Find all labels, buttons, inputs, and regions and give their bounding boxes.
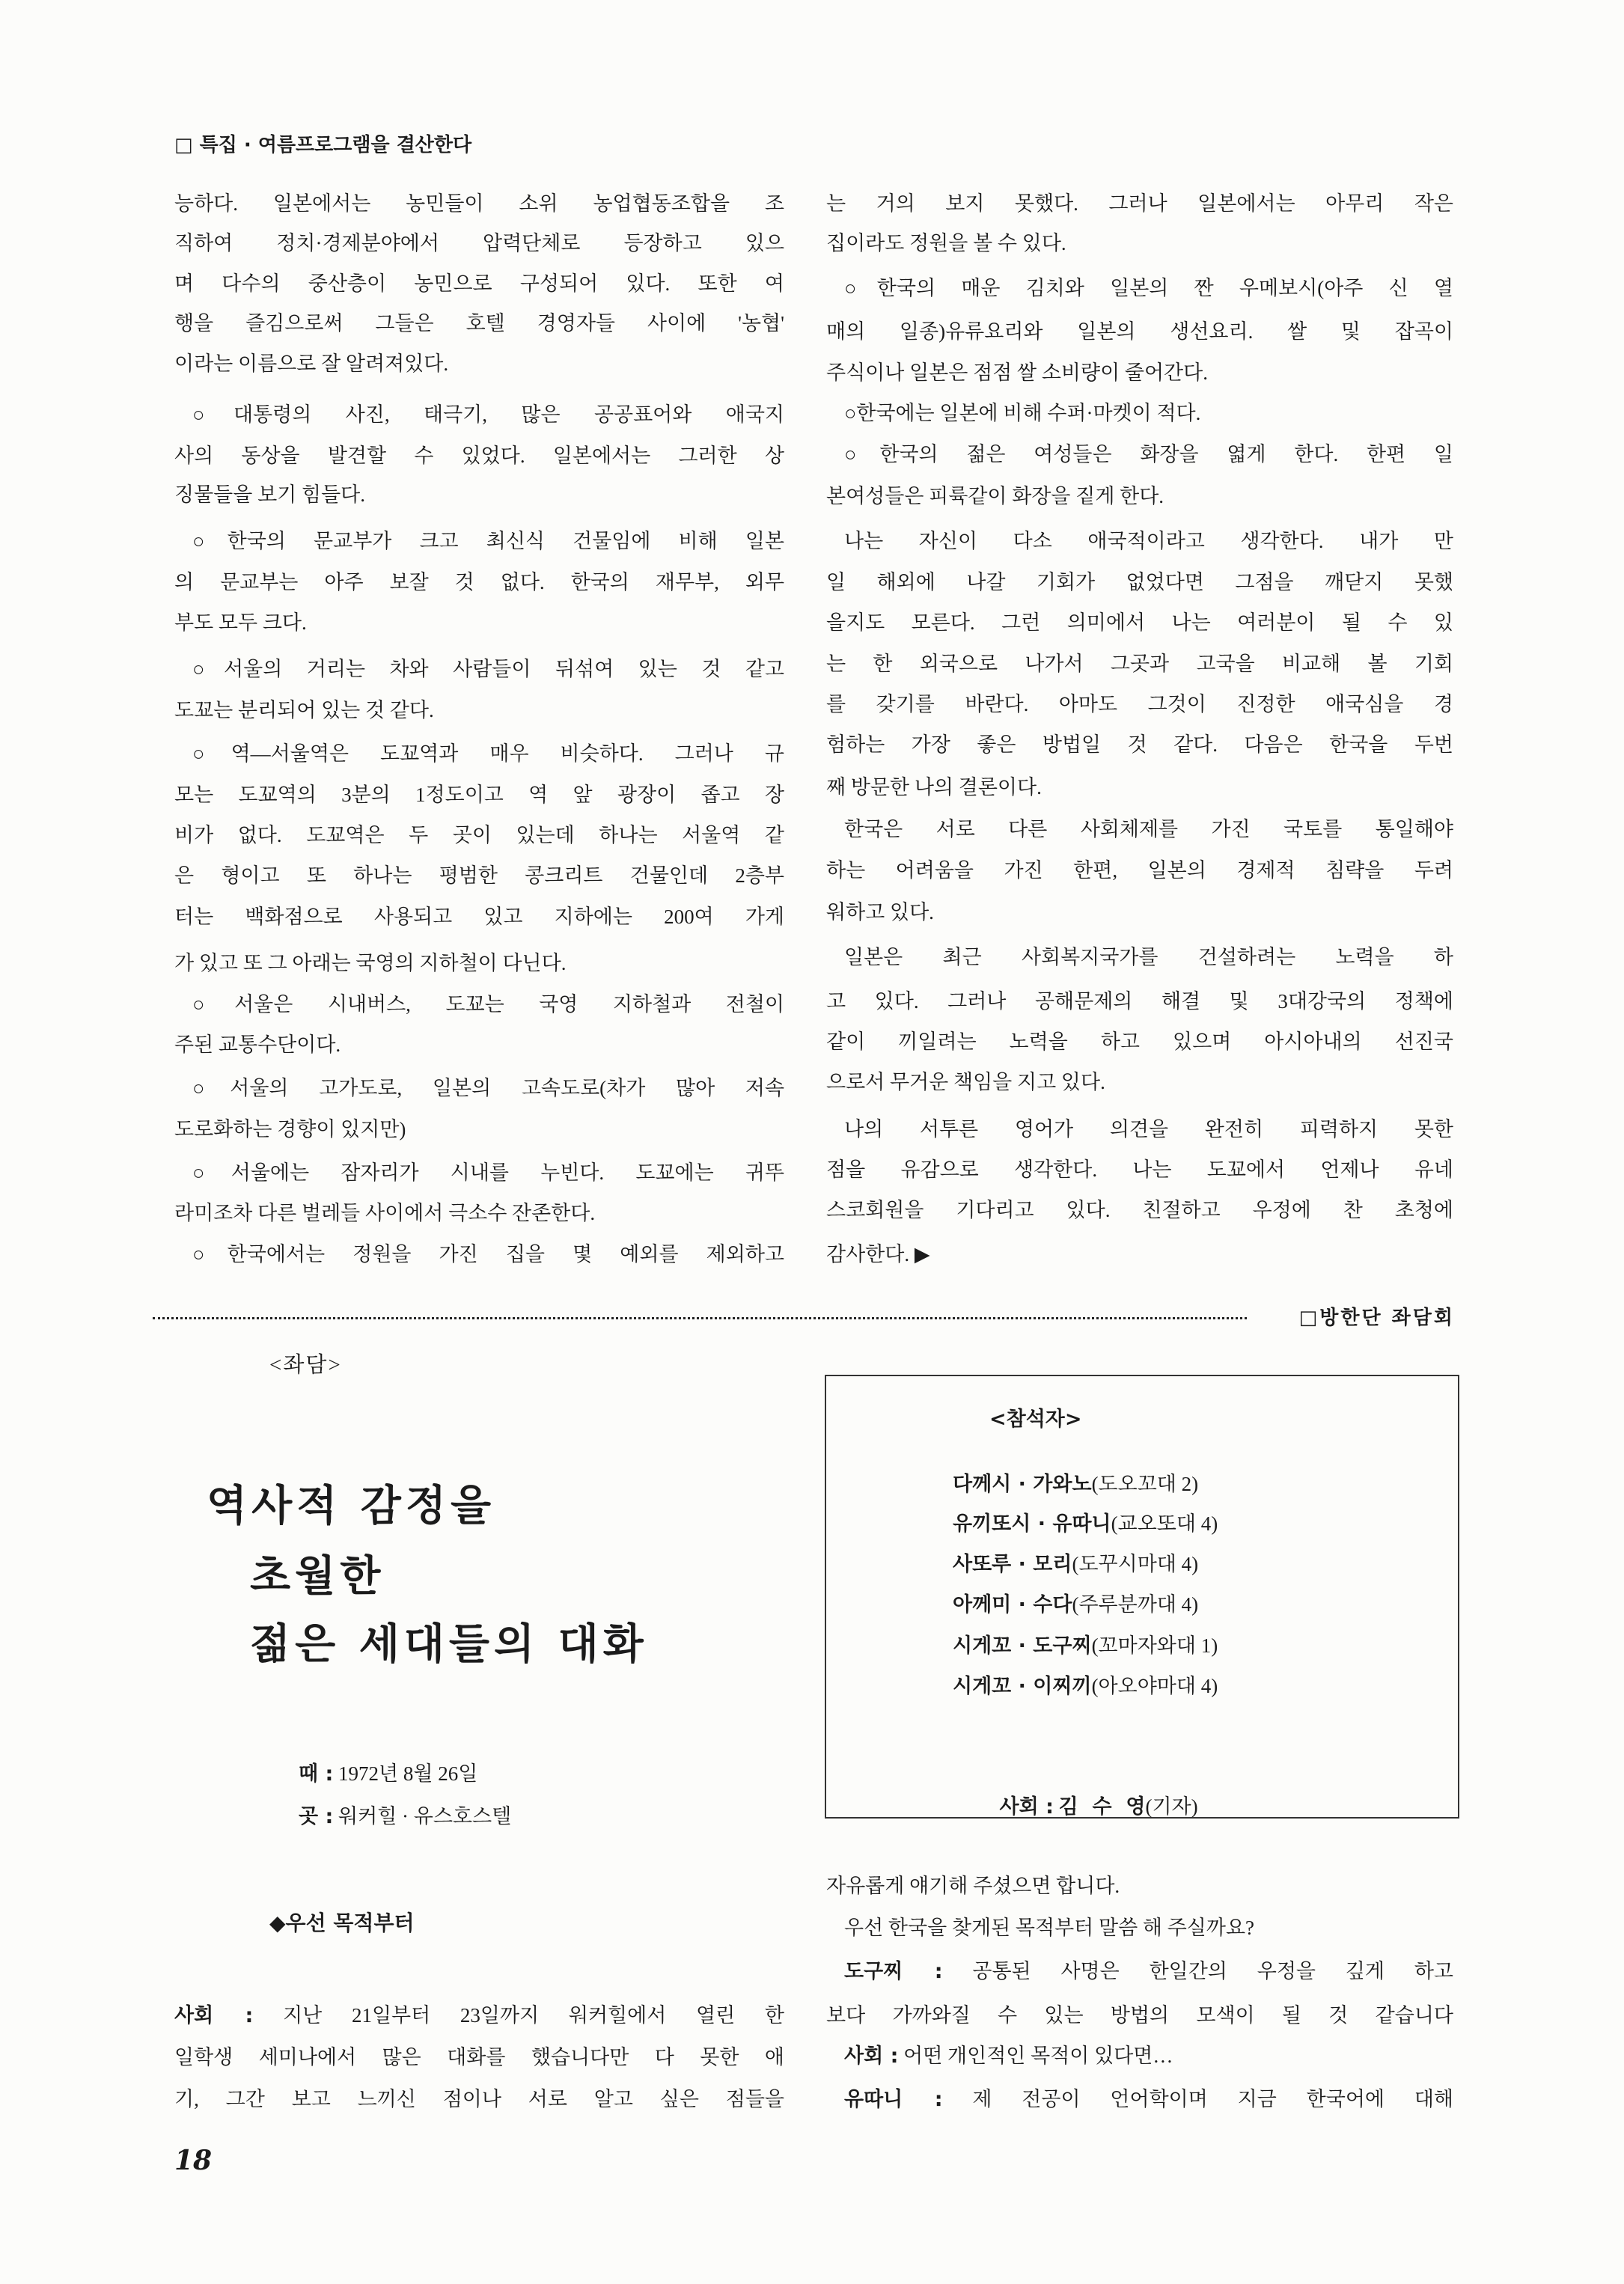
article-text-line: ○서울의 고가도로, 일본의 고속도로(차가 많아 저속 xyxy=(192,1077,784,1099)
dialogue-line xyxy=(174,2039,784,2076)
article-text-line: 가 있고 또 그 아래는 국영의 지하철이 다닌다. xyxy=(174,952,567,974)
article-text-line: 며 다수의 중산층이 농민으로 구성되어 있다. 또한 여 xyxy=(174,272,784,295)
article-text-line: ○서울의 거리는 차와 사람들이 뒤섞여 있는 것 같고 xyxy=(192,658,784,680)
article-text-line: 같이 끼일려는 노력을 하고 있으며 아시아내의 선진국 xyxy=(826,1030,1453,1053)
dialogue-line xyxy=(826,1997,1453,2034)
article-text-line: 점을 유감으로 생각한다. 나는 도꾜에서 언제나 유네 xyxy=(826,1158,1453,1181)
dialogue-line xyxy=(826,1952,1453,1990)
participant-entry xyxy=(953,1669,1218,1703)
article-text-line: 나는 자신이 다소 애국적이라고 생각한다. 내가 만 xyxy=(844,530,1453,552)
article-text-line: 이라는 이름으로 잘 알려져있다. xyxy=(174,352,449,375)
article-text-line: 를 갖기를 바란다. 아마도 그것이 진정한 애국심을 경 xyxy=(826,693,1453,715)
article-text-line: 한국은 서로 다른 사회체제를 가진 국토를 통일해야 xyxy=(844,818,1453,840)
article-text-line: 본여성들은 피륙같이 화장을 짙게 한다. xyxy=(826,485,1164,507)
article-text-line: 직하여 정치·경제분야에서 압력단체로 등장하고 있으 xyxy=(174,232,784,254)
speaker-label: 도구찌 : xyxy=(844,1960,943,1983)
article-text-line: 는 거의 보지 못했다. 그러나 일본에서는 아무리 작은 xyxy=(826,192,1453,215)
running-header: □ 특집 · 여름프로그램을 결산한다 xyxy=(174,134,472,156)
article-text-line: 부도 모두 크다. xyxy=(174,611,307,634)
moderator-role: (기자) xyxy=(1145,1795,1198,1818)
article-text-line: 비가 없다. 도꾜역은 두 곳이 있는데 하나는 서울역 같 xyxy=(174,824,784,846)
section-label: □방한단 좌담회 xyxy=(1298,1307,1455,1329)
participant-school: (도오꼬대 2) xyxy=(1091,1473,1199,1495)
article-text-line: ○서울은 시내버스, 도꾜는 국영 지하철과 전철이 xyxy=(192,993,784,1016)
dialogue-text: 자유롭게 얘기해 주셨으면 합니다. xyxy=(826,1875,1120,1897)
article-text-line: ○한국의 매운 김치와 일본의 짠 우메보시(아주 신 열 xyxy=(844,277,1453,299)
participant-name: 다께시 · 가와노 xyxy=(953,1473,1092,1496)
headline-line: 젊은 세대들의 대화 xyxy=(250,1619,648,1669)
participant-entry xyxy=(953,1587,1198,1622)
headline-line: 초월한 xyxy=(250,1551,385,1601)
article-text-line: 도로화하는 경향이 있지만) xyxy=(174,1118,406,1141)
article-text-line: 째 방문한 나의 결론이다. xyxy=(826,776,1042,799)
meeting-date xyxy=(299,1757,477,1790)
article-text-line: 험하는 가장 좋은 방법일 것 같다. 다음은 한국을 두번 xyxy=(826,733,1453,756)
date-value: 1972년 8월 26일 xyxy=(338,1762,478,1785)
article-text-line: 모는 도꾜역의 3분의 1정도이고 역 앞 광장이 좁고 장 xyxy=(174,784,784,806)
article-text-line: 주된 교통수단이다. xyxy=(174,1033,341,1056)
article-text-line: 는 한 외국으로 나가서 그곳과 고국을 비교해 볼 기회 xyxy=(826,653,1453,675)
participant-name: 시게꼬 · 도구찌 xyxy=(953,1634,1092,1658)
article-text-line: ○서울에는 잠자리가 시내를 누빈다. 도꾜에는 귀뚜 xyxy=(192,1161,784,1184)
article-text-line: 의 문교부는 아주 보잘 것 없다. 한국의 재무부, 외무 xyxy=(174,571,784,593)
article-text-line: 일본은 최근 사회복지국가를 건설하려는 노력을 하 xyxy=(844,946,1453,968)
place-label: 곳 : xyxy=(299,1805,334,1828)
article-text-line: 감사한다. ▶ xyxy=(826,1243,930,1265)
discussion-subheading: ◆우선 목적부터 xyxy=(269,1911,415,1935)
article-text-line: 하는 어려움을 가진 한편, 일본의 경제적 침략을 두려 xyxy=(826,859,1453,882)
dotted-divider xyxy=(153,1317,1247,1319)
dialogue-line xyxy=(174,1997,784,2034)
dialogue-text: 공통된 사명은 한일간의 우정을 깊게 하고 xyxy=(942,1960,1453,1982)
speaker-label: 사회 : xyxy=(844,2045,899,2068)
participant-name: 아께미 · 수다 xyxy=(953,1593,1072,1616)
article-text-line: ○역—서울역은 도꾜역과 매우 비슷하다. 그러나 규 xyxy=(192,742,784,765)
article-text-line: ○한국의 문교부가 크고 최신식 건물임에 비해 일본 xyxy=(192,530,784,552)
participant-entry xyxy=(953,1547,1198,1581)
article-text-line: 주식이나 일본은 점점 쌀 소비량이 줄어간다. xyxy=(826,361,1208,384)
participant-name: 사또루 · 모리 xyxy=(953,1553,1072,1576)
headline-line: 역사적 감정을 xyxy=(207,1481,496,1530)
date-label: 때 : xyxy=(299,1762,334,1786)
article-text-line: ○대통령의 사진, 태극기, 많은 공공표어와 애국지 xyxy=(192,403,784,426)
article-text-line: 징물들을 보기 힘들다. xyxy=(174,483,365,506)
article-text-line: 으로서 무거운 책임을 지고 있다. xyxy=(826,1071,1105,1093)
speaker-label: 사회 : xyxy=(174,2004,254,2027)
dialogue-text: 제 전공이 언어학이며 지금 한국어에 대해 xyxy=(942,2088,1453,2110)
article-text-line: 매의 일종)유류요리와 일본의 생선요리. 쌀 및 잡곡이 xyxy=(826,320,1453,343)
place-value: 워커힐 · 유스호스텔 xyxy=(338,1805,512,1827)
dialogue-line xyxy=(826,2037,1453,2074)
participant-name: 시게꼬 · 이찌끼 xyxy=(953,1675,1092,1698)
dialogue-line xyxy=(826,1909,1453,1946)
article-text-line: 도꾜는 분리되어 있는 것 같다. xyxy=(174,699,434,721)
article-text-line: 터는 백화점으로 사용되고 있고 지하에는 200여 가게 xyxy=(174,906,784,928)
article-text-line: ○한국에는 일본에 비해 수퍼·마켓이 적다. xyxy=(844,402,1201,424)
dialogue-line xyxy=(826,2080,1453,2118)
article-text-line: 사의 동상을 발견할 수 있었다. 일본에서는 그러한 상 xyxy=(174,445,784,467)
participant-entry xyxy=(953,1467,1198,1501)
moderator-name: 김 수 영 xyxy=(1058,1795,1146,1819)
article-text-line: ○한국의 젊은 여성들은 화장을 엷게 한다. 한편 일 xyxy=(844,443,1453,465)
moderator-entry xyxy=(989,1755,1198,1819)
speaker-label: 유따니 : xyxy=(844,2088,943,2111)
article-text-line: 일 해외에 나갈 기회가 없었다면 그점을 깨닫지 못했 xyxy=(826,571,1453,593)
participant-school: (교오또대 4) xyxy=(1111,1512,1218,1535)
dialogue-text: 보다 가까와질 수 있는 방법의 모색이 될 것 같습니다 xyxy=(826,2004,1453,2027)
article-text-line: 나의 서투른 영어가 의견을 완전히 피력하지 못한 xyxy=(844,1118,1453,1141)
dialogue-text: 기, 그간 보고 느끼신 점이나 서로 알고 싶은 점들을 xyxy=(174,2088,784,2110)
article-text-line: ○한국에서는 정원을 가진 집을 몇 예외를 제외하고 xyxy=(192,1243,784,1265)
participant-name: 유끼또시 · 유따니 xyxy=(953,1512,1111,1536)
article-text-line: 고 있다. 그러나 공해문제의 해결 및 3대강국의 정책에 xyxy=(826,990,1453,1013)
participant-school: (꼬마자와대 1) xyxy=(1091,1634,1218,1657)
participant-school: (아오야마대 4) xyxy=(1091,1675,1218,1697)
article-text-line: 능하다. 일본에서는 농민들이 소위 농업협동조합을 조 xyxy=(174,192,784,215)
article-text-line: 집이라도 정원을 볼 수 있다. xyxy=(826,232,1066,254)
page-number: 18 xyxy=(174,2145,213,2176)
participant-school: (도꾸시마대 4) xyxy=(1072,1553,1199,1575)
article-text-line: 워하고 있다. xyxy=(826,901,934,923)
participant-entry xyxy=(953,1628,1218,1663)
article-text-line: 스코회원을 기다리고 있다. 친절하고 우정에 찬 초청에 xyxy=(826,1199,1453,1221)
participant-entry xyxy=(953,1506,1218,1541)
moderator-label: 사회 : xyxy=(999,1795,1054,1819)
participants-heading: <참석자> xyxy=(989,1408,1082,1431)
article-text-line: 은 형이고 또 하나는 평범한 콩크리트 건물인데 2층부 xyxy=(174,864,784,887)
dialogue-text: 일학생 세미나에서 많은 대화를 했습니다만 다 못한 애 xyxy=(174,2046,784,2068)
dialogue-text: 우선 한국을 찾게된 목적부터 말씀 해 주실까요? xyxy=(844,1917,1255,1939)
section-kicker: <좌담> xyxy=(269,1353,342,1377)
article-text-line: 행을 즐김으로써 그들은 호텔 경영자들 사이에 '농협' xyxy=(174,312,784,335)
dialogue-line xyxy=(826,1867,1453,1905)
dialogue-text: 어떤 개인적인 목적이 있다면… xyxy=(898,2045,1173,2067)
article-text-line: 을지도 모른다. 그런 의미에서 나는 여러분이 될 수 있 xyxy=(826,611,1453,634)
article-text-line: 라미조차 다른 벌레들 사이에서 극소수 잔존한다. xyxy=(174,1202,596,1224)
participant-school: (주루분까대 4) xyxy=(1072,1593,1199,1616)
dialogue-text: 지난 21일부터 23일까지 워커힐에서 열린 한 xyxy=(253,2004,784,2027)
dialogue-line xyxy=(174,2080,784,2118)
meeting-place xyxy=(299,1800,511,1833)
